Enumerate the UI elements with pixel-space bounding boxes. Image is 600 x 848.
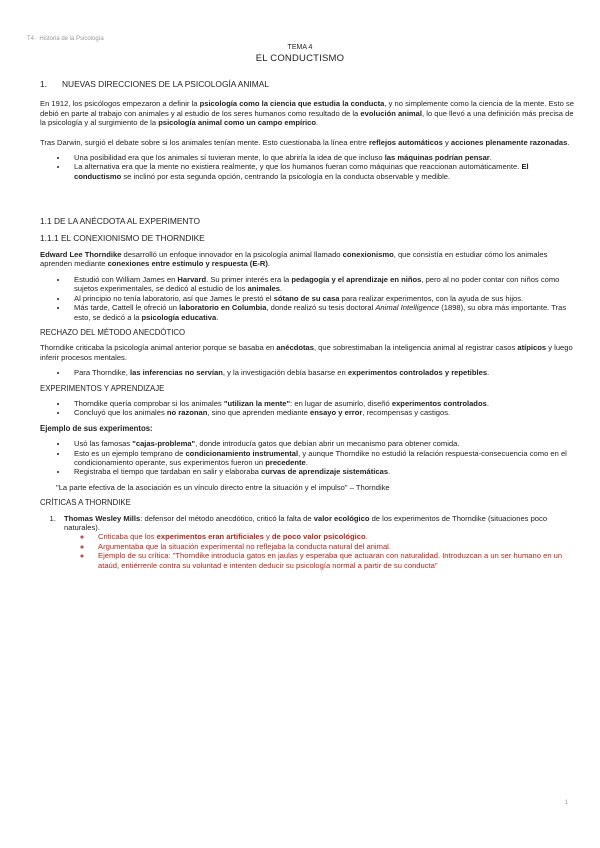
sub-bullet-list bbox=[64, 532, 574, 570]
paragraph: Edward Lee Thorndike desarrolló un enfoque innovador en la psicología animal llamado conexionismo, que consistía en estudiar cómo los animales aprenden mediante conexiones entre estímulo y respuesta (E-R). bbox=[40, 250, 548, 269]
list-item: • Al principio no tenía laboratorio, así que James le prestó el sótano de su casa para realizar experimentos, con la ayuda de sus hijos. bbox=[68, 294, 574, 303]
section-heading bbox=[40, 80, 574, 89]
bold-text: reflejos automáticos bbox=[368, 137, 443, 147]
text: . bbox=[567, 137, 570, 147]
bold-text: psicología como la ciencia que estudia la conducta bbox=[199, 99, 385, 109]
list-item: • Una posibilidad era que los animales sí tuvieran mente, lo que abriría la idea de que incluso las máquinas podrían pensar. bbox=[68, 153, 574, 162]
heading-rechazo: RECHAZO DEL MÉTODO ANECDÓTICO bbox=[40, 327, 186, 337]
bold-text: psicología animal como un campo empírico bbox=[158, 118, 317, 128]
topic-number: TEMA 4 bbox=[287, 44, 313, 51]
bullet-list bbox=[40, 439, 574, 477]
text: En 1912, los psicólogos empezaron a definir la bbox=[40, 99, 200, 109]
list-item: ◦ Ejemplo de su crítica: "Thorndike introducía gatos en jaulas y esperaba que actuaran con naturalidad. Introduzcan a un ser humano en un ataúd, entiérrenle contra su voluntad e intenten deducir su psicología normal a partir de su conducta" bbox=[92, 551, 574, 570]
heading-ejemplo: Ejemplo de sus experimentos: bbox=[40, 423, 153, 433]
list-item: ◦ Argumentaba que la situación experimental no reflejaba la conducta natural del animal. bbox=[92, 542, 574, 551]
running-header: T4 · Historia de la Psicología bbox=[27, 36, 104, 42]
subsubsection-heading: 1.1.1 EL CONEXIONISMO DE THORNDIKE bbox=[40, 232, 205, 243]
text: Tras Darwin, surgió el debate sobre si los animales tenían mente. Esto cuestionaba la línea entre bbox=[40, 137, 369, 147]
list-item: • Más tarde, Cattell le ofreció un laboratorio en Columbia, donde realizó su tesis doctoral Animal Intelligence (1898), su obra más importante. Tras esto, se dedicó a la psicología educativa. bbox=[68, 303, 574, 322]
list-item: • La alternativa era que la mente no existiera realmente, y que los humanos fueran como máquinas que reaccionan automáticamente. El conductismo se inclinó por esta segunda opción, centrando la psicología en la conducta observable y medible. bbox=[68, 162, 574, 181]
paragraph bbox=[40, 99, 574, 127]
text: , lo que llevó a una definición más precisa de la psicología y al surgimiento de la bbox=[40, 108, 574, 128]
page-number: 1 bbox=[564, 800, 568, 806]
bullet-list bbox=[40, 368, 574, 377]
quote: "La parte efectiva de la asociación es un vínculo directo entre la situación y el impulso" – Thorndike bbox=[56, 482, 390, 492]
list-item: • Concluyó que los animales no razonan, sino que aprenden mediante ensayo y error, recompensas y castigos. bbox=[68, 408, 574, 417]
list-item: • Thorndike quería comprobar si los animales "utilizan la mente": en lugar de asumirlo, diseñó experimentos controlados. bbox=[68, 399, 574, 408]
heading-criticas: CRÍTICAS A THORNDIKE bbox=[40, 498, 131, 508]
bold-text: acciones plenamente razonadas bbox=[450, 137, 568, 147]
list-item: • Esto es un ejemplo temprano de condicionamiento instrumental, y aunque Thorndike no estudió la relación respuesta-consecuencia como en el condicionamiento operante, sus experimentos fueron un precedente. bbox=[68, 449, 574, 468]
text: y bbox=[442, 137, 451, 147]
bold-text: evolución animal bbox=[360, 108, 423, 118]
list-item: ◦ Criticaba que los experimentos eran artificiales y de poco valor psicológico. bbox=[92, 532, 574, 541]
list-item: • Estudió con William James en Harvard. Su primer interés era la pedagogía y el aprendizaje en niños, pero al no poder contar con niños como sujetos experimentales, se dedicó al estudio de los animales. bbox=[68, 275, 574, 294]
numbered-list bbox=[40, 514, 574, 570]
list-item: • Usó las famosas "cajas-problema", donde introducía gatos que debían abrir un mecanismo para obtener comida. bbox=[68, 439, 574, 448]
paragraph bbox=[40, 138, 574, 147]
document-body bbox=[40, 80, 574, 570]
list-item: • Para Thorndike, las inferencias no servían, y la investigación debía basarse en experimentos controlados y repetibles. bbox=[68, 368, 574, 377]
section-number: 1. bbox=[40, 79, 47, 89]
paragraph: Thorndike criticaba la psicología animal anterior porque se basaba en anécdotas, que sobrestimaban la inteligencia animal al registrar casos atípicos y luego inferir procesos mentales. bbox=[40, 343, 573, 362]
heading-experimentos: EXPERIMENTOS Y APRENDIZAJE bbox=[40, 383, 165, 393]
bullet-list bbox=[40, 153, 574, 181]
text: , y no simplemente como la ciencia de la mente. Esto se debió en parte al trabajo con animales y al estudio de los seres humanos como resultado de la bbox=[40, 99, 574, 118]
list-item: 1. Thomas Wesley Mills: defensor del método anecdótico, criticó la falta de valor ecológico de los experimentos de Thorndike (situaciones poco naturales). ◦ Criticaba que los experimentos eran artificiales y de poco valor psicológico. ◦ Argumentaba que la situación experimental no reflejaba la conducta natural del animal. ◦ Ejemplo de su crítica: "Thorndike introducía gatos en jaulas y esperaba que actuaran con naturalidad. Introduzcan a un ser humano en un ataúd, entiérrenle contra su voluntad e intenten deducir su psicología normal a partir de su conducta" bbox=[58, 514, 574, 570]
page-title: EL CONDUCTISMO bbox=[255, 53, 345, 64]
subsection-heading: 1.1 DE LA ANÉCDOTA AL EXPERIMENTO bbox=[40, 216, 200, 227]
section-heading-text: NUEVAS DIRECCIONES DE LA PSICOLOGÍA ANIMAL bbox=[62, 79, 269, 89]
bullet-list bbox=[40, 275, 574, 322]
bullet-list bbox=[40, 399, 574, 418]
text: . bbox=[316, 118, 319, 128]
list-item: • Registraba el tiempo que tardaban en salir y elaboraba curvas de aprendizaje sistemáticas. bbox=[68, 467, 574, 476]
